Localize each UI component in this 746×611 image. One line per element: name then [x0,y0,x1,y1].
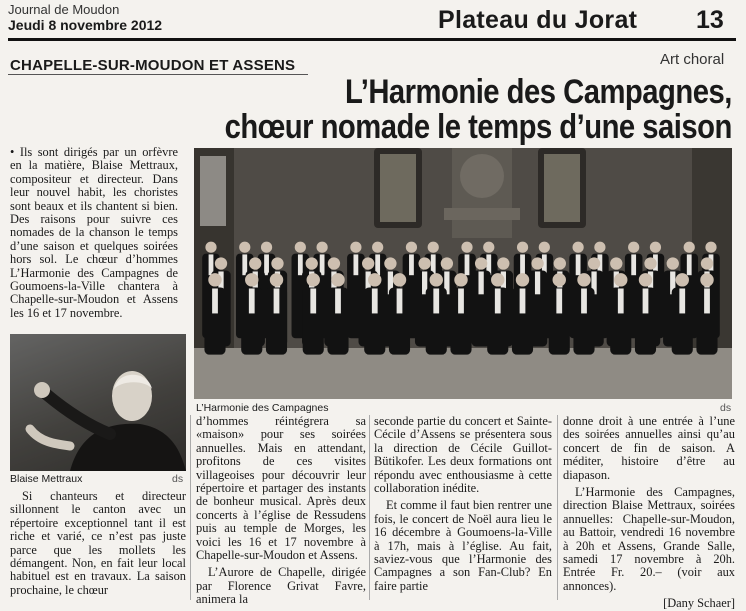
singer-head [594,242,605,253]
headline-line-2: chœur nomade le temps d’une saison [224,108,732,146]
col2-paragraph-2: L’Aurore de Chapelle, dirigée par Florence Grivat Favre, animera la [196,565,366,607]
column-divider [190,415,191,600]
singer-shirt [212,288,218,313]
singer-shirt [581,288,587,313]
body-column-3 [374,415,552,600]
singer-shirt [687,254,692,275]
page-number: 13 [696,6,724,34]
singer-head [295,242,306,253]
singer-head [270,273,283,286]
singer-shirt [409,254,414,275]
col2-paragraph-1: d’hommes réintégrera sa «maison» pour ses soirées annuelles. Mais en attendant, profitons de ces visites villageoises pour découvrir leur répertoire et partager des instants de bonheur musical. Après deux concerts à l’église de Ressudens puis au temple de Morges, les voici les 16 et 17 novembre à Chapelle-sur-Moudon et Assens. [196,414,366,563]
singer-head [441,257,453,269]
singer-head [428,242,439,253]
singer-head [650,242,661,253]
singer-head [393,273,406,286]
col3-paragraph-2: Et comme il faut bien rentrer une fois, le concert de Noël aura lieu le 16 décembre à Goumoens-la-Ville à 17h, mais à l’église. Au fait, saviez-vous que l’Harmonie des Campagnes a son Fan-Club? En faire partie [374,498,552,593]
choir-credit: ds [720,402,732,414]
singer-shirt [478,271,483,294]
portrait-credit: ds [172,473,184,485]
singer-head [610,257,622,269]
singer-shirt [335,288,341,313]
singer-head [406,242,417,253]
singer-head [307,273,320,286]
singer-head [215,257,227,269]
singer-head [306,257,318,269]
singer-shirt [556,288,562,313]
singer-head [628,242,639,253]
singer-head [461,242,472,253]
singer-head [531,257,543,269]
singer-shirt [397,288,403,313]
singer-head [331,273,344,286]
choir-caption: L’Harmonie des Campagnes [196,402,329,414]
choir-singers [202,242,720,355]
singer-head [454,273,467,286]
section-name: Plateau du Jorat [438,6,638,34]
column-divider [557,415,558,600]
singer-shirt [264,254,269,275]
singer-shirt [520,254,525,275]
singer-head [701,257,713,269]
singer-head [516,273,529,286]
singer-head [372,242,383,253]
singer-head [639,273,652,286]
singer-head [239,242,250,253]
singer-shirt [298,254,303,275]
singer-shirt [704,288,710,313]
singer-head [573,242,584,253]
portrait-photo [10,334,186,471]
singer-shirt [631,254,636,275]
singer-head [317,242,328,253]
singer-head [539,242,550,253]
singer-head [208,273,221,286]
lede-text: • Ils sont dirigés par un orfèvre en la matière, Blaise Mettraux, compositeur et directeur. Dans leur nouvel habit, les choristes sont beaux et ils chantent si bien. Des raisons pour suivre ces nomades de la chanson le temps d’une saison et quelques soirées hors sol. Le chœur d’hommes L’Harmonie des Campagnes de Goumoens-la-Ville chantera à Chapelle-sur-Moudon et Assens les 16 et 17 novembre. [10,145,178,320]
singer-head [418,257,430,269]
singer-head [261,242,272,253]
headline-line-1: L’Harmonie des Campagnes, [345,73,732,111]
singer-head [517,242,528,253]
col3-paragraph-1: seconde partie du concert et Sainte-Cécile d’Assens se présentera sous la direction de Cécile Guillot-Bütikofer. Les deux formations ont répondu avec enthousiasme à cette collaboration inédite. [374,414,552,496]
singer-head [705,242,716,253]
body-column-1 [10,490,186,600]
singer-head [205,242,216,253]
author-signature: [Dany Schaer] [663,596,735,611]
col4-paragraph-2: L’Harmonie des Campagnes, direction Blaise Mettraux, soirées annuelles: Chapelle-sur-Moudon, au Battoir, vendredi 16 novembre à 20h et Assens, Grande Salle, samedi 17 novembre à 20h. Entrée Fr. 20.– (voir aux annonces). [563,485,735,593]
singer-shirt [372,288,378,313]
singer-head [554,257,566,269]
rubric-label: Art choral [660,51,725,68]
singer-head [384,257,396,269]
singer-head [497,257,509,269]
singer-shirt [576,254,581,275]
col4-paragraph-1: donne droit à une entrée à l’une des soirées annuelles ainsi qu’au concert de fin de saison. A méditer, histoire d’être au diapason. [563,414,735,482]
conductor-illustration [10,334,186,471]
singer-shirt [643,288,649,313]
singer-shirt [465,254,470,275]
singer-head [328,257,340,269]
portrait-caption: Blaise Mettraux [10,473,83,485]
singer-head [362,257,374,269]
singer-head [475,257,487,269]
column-divider [369,415,370,600]
choir-illustration [194,148,732,399]
singer-head [350,242,361,253]
singer-head [588,257,600,269]
singer-head [644,257,656,269]
singer-shirt [618,288,624,313]
body-column-2 [196,414,366,607]
singer-shirt [433,288,439,313]
singer-shirt [242,254,247,275]
singer-head [700,273,713,286]
singer-head [614,273,627,286]
singer-shirt [458,288,464,313]
lede-paragraph [10,146,178,328]
singer-shirt [520,288,526,313]
location-rule [8,74,308,75]
issue-date: Jeudi 8 novembre 2012 [8,17,163,33]
singer-shirt [353,254,358,275]
singer-head [271,257,283,269]
singer-shirt [679,288,685,313]
singer-head [684,242,695,253]
singer-head [667,257,679,269]
singer-shirt [495,288,501,313]
singer-head [249,257,261,269]
singer-shirt [320,254,325,275]
location-title: CHAPELLE-SUR-MOUDON ET ASSENS [10,57,296,74]
singer-shirt [249,288,255,313]
choir-photo [194,148,732,399]
singer-head [483,242,494,253]
singer-head [368,273,381,286]
journal-name: Journal de Moudon [8,2,120,17]
singer-head [430,273,443,286]
header-rule [8,38,736,41]
singer-head [491,273,504,286]
singer-head [245,273,258,286]
body-column-4 [563,414,735,611]
singer-shirt [274,288,280,313]
singer-shirt [310,288,316,313]
singer-shirt [535,271,540,294]
singer-head [676,273,689,286]
singer-head [577,273,590,286]
singer-head [553,273,566,286]
col1-paragraph-1: Si chanteurs et directeur sillonnent le canton avec un répertoire exceptionnel tant il est riche et varié, ce n’est pas juste parce que les mollets les démangent. Non, en fait leur local habituel est en travaux. La saison prochaine, le chœur [10,489,186,597]
